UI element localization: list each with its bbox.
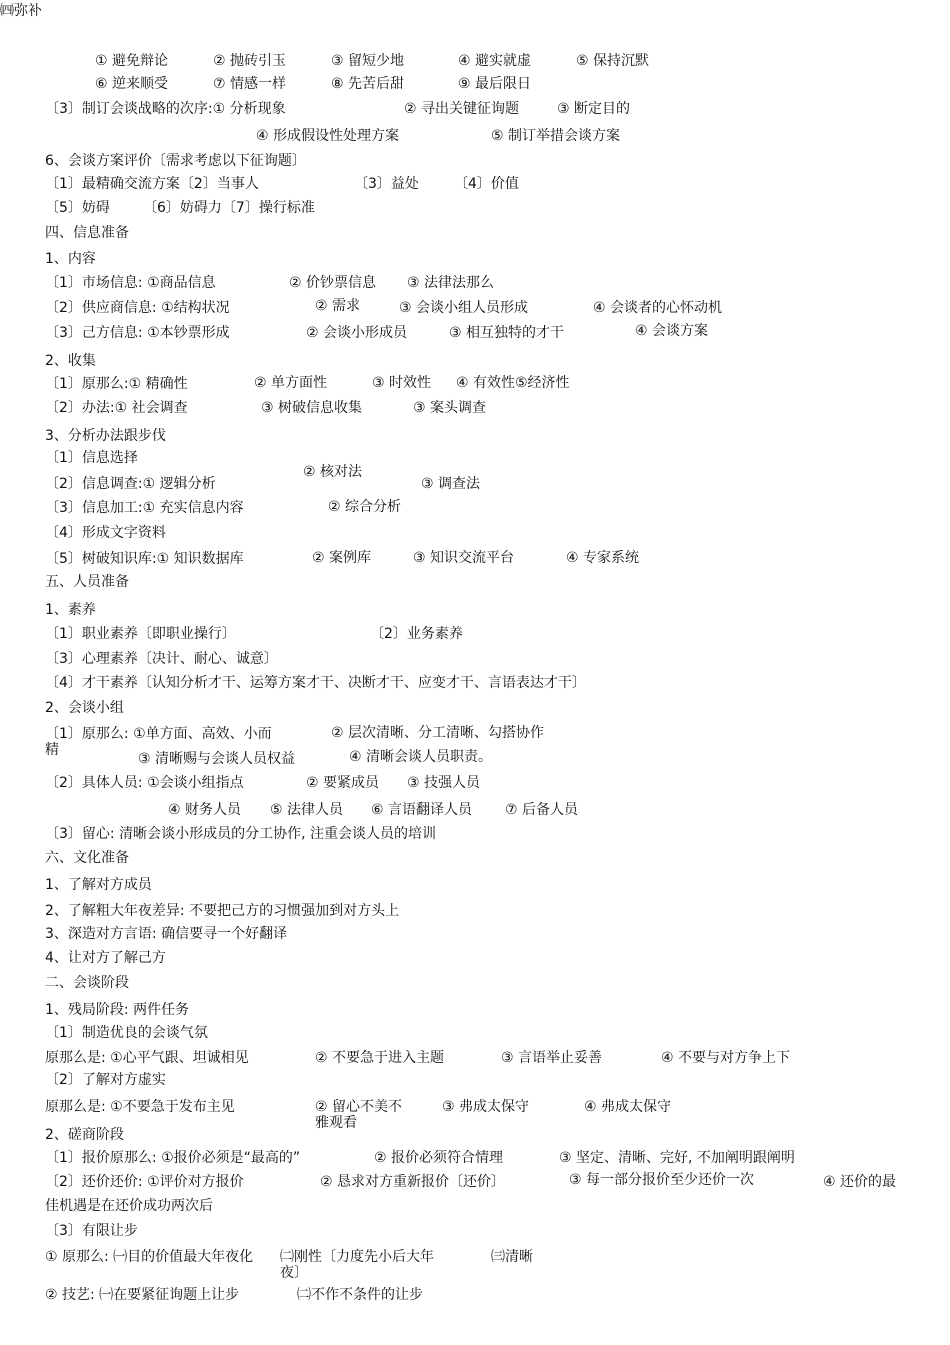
text-line: 〔1〕原那么:① 精确性: [45, 376, 188, 392]
heading: 4、让对方了解己方: [45, 950, 166, 966]
text-line: ② 恳求对方重新报价〔还价〕: [320, 1174, 506, 1190]
text-line: 〔2〕还价还价: ①评价对方报价: [45, 1174, 244, 1190]
text-line: ③ 技强人员: [407, 775, 481, 791]
text-line: ② 寻出关键征询题: [404, 101, 520, 117]
text-line: ④ 还价的最: [823, 1174, 897, 1190]
section-heading: 四、信息准备: [45, 225, 129, 241]
heading: 1、素养: [45, 602, 96, 618]
text-line: ④ 专家系统: [566, 550, 640, 566]
text-line: ③ 调查法: [421, 476, 481, 492]
text-line: 〔2〕业务素养: [370, 626, 463, 642]
text-line: 〔1〕原那么: ①单方面、高效、小而: [45, 726, 272, 742]
text-line: ② 案例库: [312, 550, 372, 566]
text-line: ④ 形成假设性处理方案: [256, 128, 400, 144]
text-line: 〔3〕心理素养〔决计、耐心、诚意〕: [45, 651, 278, 667]
heading: 2、收集: [45, 353, 96, 369]
list-item: ⑨ 最后限日: [458, 76, 532, 92]
text-line: ③ 弗成太保守: [442, 1099, 530, 1115]
text-line: ③ 相互独特的才干: [449, 325, 565, 341]
text-line: 〔2〕了解对方虚实: [45, 1072, 166, 1088]
text-line: ③ 坚定、清晰、完好, 不加阐明跟阐明: [559, 1150, 795, 1166]
section-header: ㈣弥补: [0, 3, 42, 19]
heading: 2、会谈小组: [45, 700, 124, 716]
text-line: ③ 法律法那么: [407, 275, 495, 291]
text-line: ② 技艺: ㈠在要紧征询题上让步: [45, 1287, 240, 1303]
text-line: ③ 树破信息收集: [261, 400, 363, 416]
heading: 1、内容: [45, 251, 96, 267]
text-line: ③ 知识交流平台: [413, 550, 515, 566]
text-line: ② 要紧成员: [306, 775, 380, 791]
list-item: ③ 留短少地: [331, 53, 405, 69]
heading: 1、了解对方成员: [45, 877, 152, 893]
text-line: ③ 言语举止妥善: [501, 1050, 603, 1066]
section-heading: 二、会谈阶段: [45, 975, 129, 991]
list-item: ⑥ 逆来顺受: [95, 76, 169, 92]
text-line: ① 原那么: ㈠目的价值最大年夜化: [45, 1249, 254, 1265]
list-item: ⑤ 保持沉默: [576, 53, 650, 69]
text-line: 〔3〕益处: [354, 176, 419, 192]
text-line: 〔6〕妨碍力〔7〕操行标准: [143, 200, 315, 216]
heading: 3、深造对方言语: 确信要寻一个好翻译: [45, 926, 288, 942]
text-line: 〔1〕最精确交流方案〔2〕当事人: [45, 176, 259, 192]
text-line: 〔1〕制造优良的会谈气氛: [45, 1025, 208, 1041]
text-line: ③ 断定目的: [557, 101, 631, 117]
text-line: ② 综合分析: [328, 499, 402, 515]
text-line: ④ 财务人员: [168, 802, 242, 818]
text-line: 〔1〕市场信息: ①商品信息: [45, 275, 216, 291]
section-heading: 六、文化准备: [45, 850, 129, 866]
text-line: ③ 案头调查: [413, 400, 487, 416]
section-heading: 五、人员准备: [45, 574, 129, 590]
list-item: ⑦ 情感一样: [213, 76, 287, 92]
text-line: 〔1〕报价原那么: ①报价必须是“最高的”: [45, 1150, 301, 1166]
text-line: ② 报价必须符合情理: [374, 1150, 504, 1166]
text-line: 〔3〕有限让步: [45, 1223, 138, 1239]
text-line: ⑤ 制订举措会谈方案: [491, 128, 621, 144]
text-line: ④ 有效性⑤经济性: [456, 375, 570, 391]
text-line: ② 核对法: [303, 464, 363, 480]
list-item: ⑧ 先苦后甜: [331, 76, 405, 92]
text-line: ④ 清晰会谈人员职责。: [349, 749, 493, 765]
text-line: ③ 会谈小组人员形成: [399, 300, 529, 316]
text-line: ② 需求: [315, 298, 361, 314]
text-line: ⑦ 后备人员: [505, 802, 579, 818]
heading: 6、会谈方案评价〔需求考虑以下征询题〕: [45, 153, 306, 169]
heading: 2、磋商阶段: [45, 1127, 124, 1143]
text-line: ㈡不作不条件的让步: [297, 1287, 423, 1303]
text-line: ④ 会谈者的心怀动机: [593, 300, 723, 316]
text-line: 〔4〕形成文字资料: [45, 525, 166, 541]
text-line: ④ 会谈方案: [635, 323, 709, 339]
text-line: ⑤ 法律人员: [270, 802, 344, 818]
list-item: ④ 避实就虚: [458, 53, 532, 69]
text-line: ④ 不要与对方争上下: [661, 1050, 791, 1066]
text-line: ④ 弗成太保守: [584, 1099, 672, 1115]
text-line: 〔3〕信息加工:① 充实信息内容: [45, 500, 244, 516]
text-line: 〔4〕才干素养〔认知分析才干、运筹方案才干、决断才干、应变才干、言语表达才干〕: [45, 675, 586, 691]
text-line: 〔5〕树破知识库:① 知识数据库: [45, 551, 244, 567]
text-line: 〔4〕价值: [454, 176, 519, 192]
text-line: ② 留心不美不雅观看: [315, 1099, 403, 1131]
heading: 2、了解粗大年夜差异: 不要把己方的习惯强加到对方头上: [45, 903, 400, 919]
text-line: ② 单方面性: [254, 375, 328, 391]
text-line: 〔2〕具体人员: ①会谈小组指点: [45, 775, 244, 791]
text-line: ㈢清晰: [491, 1249, 533, 1265]
text-line: 精: [45, 742, 59, 758]
text-line: 〔2〕供应商信息: ①结构状况: [45, 300, 230, 316]
text-line: 原那么是: ①心平气跟、坦诚相见: [45, 1050, 249, 1066]
text-line: ㈡刚性〔力度先小后大年夜〕: [280, 1249, 434, 1281]
text-line: ③ 每一部分报价至少还价一次: [569, 1172, 755, 1188]
text-line: 〔5〕妨碍: [45, 200, 110, 216]
text-line: ⑥ 言语翻译人员: [371, 802, 473, 818]
text-line: 〔3〕留心: 清晰会谈小形成员的分工协作, 注重会谈人员的培训: [45, 826, 436, 842]
text-line: 〔1〕信息选择: [45, 450, 138, 466]
heading: 1、残局阶段: 两件任务: [45, 1002, 190, 1018]
text-line: ② 价钞票信息: [289, 275, 377, 291]
text-line: 〔3〕己方信息: ①本钞票形成: [45, 325, 230, 341]
list-item: ② 抛砖引玉: [213, 53, 287, 69]
text-line: 佳机遇是在还价成功两次后: [45, 1198, 213, 1214]
text-line: ③ 时效性: [372, 375, 432, 391]
text-line: 原那么是: ①不要急于发布主见: [45, 1099, 235, 1115]
list-item: ① 避免辩论: [95, 53, 169, 69]
text-line: 〔3〕制订会谈战略的次序:① 分析现象: [45, 101, 286, 117]
text-line: 〔1〕职业素养〔即职业操行〕: [45, 626, 236, 642]
text-line: ② 会谈小形成员: [306, 325, 408, 341]
text-line: ② 层次清晰、分工清晰、勾搭协作: [331, 725, 545, 741]
heading: 3、分析办法跟步伐: [45, 428, 166, 444]
text-line: 〔2〕办法:① 社会调查: [45, 400, 188, 416]
text-line: ② 不要急于进入主题: [315, 1050, 445, 1066]
text-line: ③ 清晰赐与会谈人员权益: [138, 751, 296, 767]
text-line: 〔2〕信息调查:① 逻辑分析: [45, 476, 216, 492]
